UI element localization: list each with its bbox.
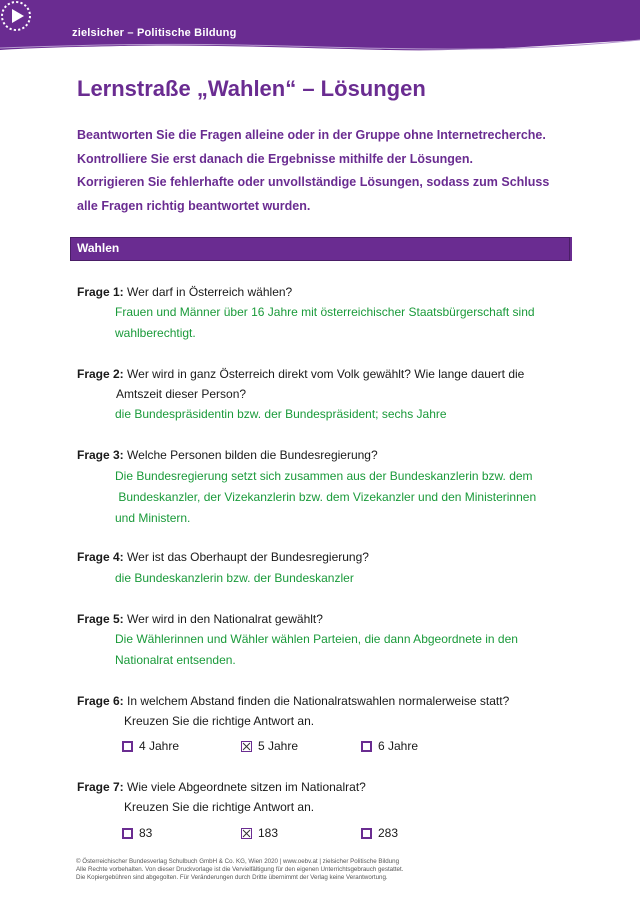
brand-name: zielsicher – Politische Bildung (72, 27, 237, 39)
page-title: Lernstraße „Wahlen“ – Lösungen (77, 76, 426, 101)
cross-icon (242, 829, 253, 840)
checkbox[interactable] (122, 741, 133, 752)
answer-line: Nationalrat entsenden. (115, 653, 236, 667)
answer-line: die Bundeskanzlerin bzw. der Bundeskanzler (115, 571, 354, 585)
option-label: 4 Jahre (139, 739, 180, 753)
cross-icon (242, 742, 253, 753)
option-label: 5 Jahre (258, 739, 299, 753)
answer-line: Frauen und Männer über 16 Jahre mit österreichischer Staatsbürgerschaft sind (115, 305, 535, 319)
checkbox-checked[interactable] (241, 828, 252, 839)
footer-line: © Österreichischer Bundesverlag Schulbuch GmbH & Co. KG, Wien 2020 | www.oebv.at | zielsicher Politische Bildung (76, 858, 400, 865)
answer-line: die Bundespräsidentin bzw. der Bundespräsident; sechs Jahre (115, 407, 447, 421)
answer-line: Die Wählerinnen und Wähler wählen Parteien, die dann Abgeordnete in den (115, 632, 518, 646)
option-label: 6 Jahre (378, 739, 419, 753)
question-6 (77, 691, 509, 712)
option-183[interactable] (241, 826, 278, 840)
option-83[interactable] (122, 826, 152, 840)
question-2 (77, 364, 524, 385)
question-7 (77, 777, 366, 798)
checkbox-checked[interactable] (241, 741, 252, 752)
intro-line: Kontrolliere Sie erst danach die Ergebnisse mithilfe der Lösungen. (77, 151, 473, 166)
question-text: Wie viele Abgeordnete sitzen im Nationalrat? (127, 780, 366, 794)
answer-2 (115, 404, 575, 425)
option-label: 83 (139, 826, 153, 840)
question-4 (77, 547, 369, 568)
question-text: Welche Personen bilden die Bundesregierung? (127, 448, 378, 462)
checkbox[interactable] (361, 828, 372, 839)
section-title: Wahlen (77, 241, 120, 255)
footer (76, 858, 403, 882)
answer-line: Die Bundesregierung setzt sich zusammen aus der Bundeskanzlerin bzw. dem (115, 469, 533, 483)
answer-1 (115, 302, 575, 344)
option-283[interactable] (361, 826, 398, 840)
question-1 (77, 282, 292, 303)
intro-line: Korrigieren Sie fehlerhafte oder unvollständige Lösungen, sodass zum Schluss (77, 175, 550, 189)
question-text: In welchem Abstand finden die Nationalratswahlen normalerweise statt? (127, 694, 510, 708)
answer-line: und Ministern. (115, 511, 191, 525)
option-4-jahre[interactable] (122, 739, 179, 753)
header-banner (0, 0, 640, 60)
question-text-cont: Amtszeit dieser Person? (116, 387, 247, 401)
question-instruction: Kreuzen Sie die richtige Antwort an. (124, 714, 315, 728)
answer-line: wahlberechtigt. (115, 326, 196, 340)
answer-line: Bundeskanzler, der Vizekanzlerin bzw. dem Vizekanzler und den Ministerinnen (115, 490, 537, 504)
question-label: Frage 3: (77, 448, 124, 462)
question-text: Wer ist das Oberhaupt der Bundesregierung? (127, 550, 369, 564)
answer-5 (115, 629, 575, 671)
checkbox[interactable] (361, 741, 372, 752)
footer-line: Die Kopiergebühren sind abgegolten. Für Veränderungen durch Dritte übernimmt der Verlag keine Verantwortung. (76, 874, 388, 881)
intro-line: Beantworten Sie die Fragen alleine oder in der Gruppe ohne Internetrecherche. (77, 128, 546, 142)
question-label: Frage 7: (77, 780, 124, 794)
question-label: Frage 6: (77, 694, 124, 708)
question-label: Frage 1: (77, 285, 124, 299)
checkbox[interactable] (122, 828, 133, 839)
question-label: Frage 2: (77, 367, 124, 381)
play-icon (0, 0, 32, 32)
question-text: Wer darf in Österreich wählen? (127, 285, 293, 299)
intro-text (77, 124, 597, 218)
answer-3 (115, 466, 575, 529)
answer-4 (115, 568, 575, 589)
question-5 (77, 609, 323, 630)
option-label: 283 (378, 826, 399, 840)
question-text: Wer wird in ganz Österreich direkt vom Volk gewählt? Wie lange dauert die (127, 367, 525, 381)
option-label: 183 (258, 826, 279, 840)
question-label: Frage 4: (77, 550, 124, 564)
section-header (70, 237, 572, 261)
intro-line: alle Fragen richtig beantwortet wurden. (77, 198, 311, 213)
footer-line: Alle Rechte vorbehalten. Von dieser Druckvorlage ist die Vervielfältigung für den eigenen Unterrichtsgebrauch gestattet. (76, 866, 404, 873)
option-6-jahre[interactable] (361, 739, 418, 753)
question-label: Frage 5: (77, 612, 124, 626)
question-3 (77, 445, 378, 466)
option-5-jahre[interactable] (241, 739, 298, 753)
question-text: Wer wird in den Nationalrat gewählt? (127, 612, 323, 626)
question-instruction: Kreuzen Sie die richtige Antwort an. (124, 800, 315, 814)
